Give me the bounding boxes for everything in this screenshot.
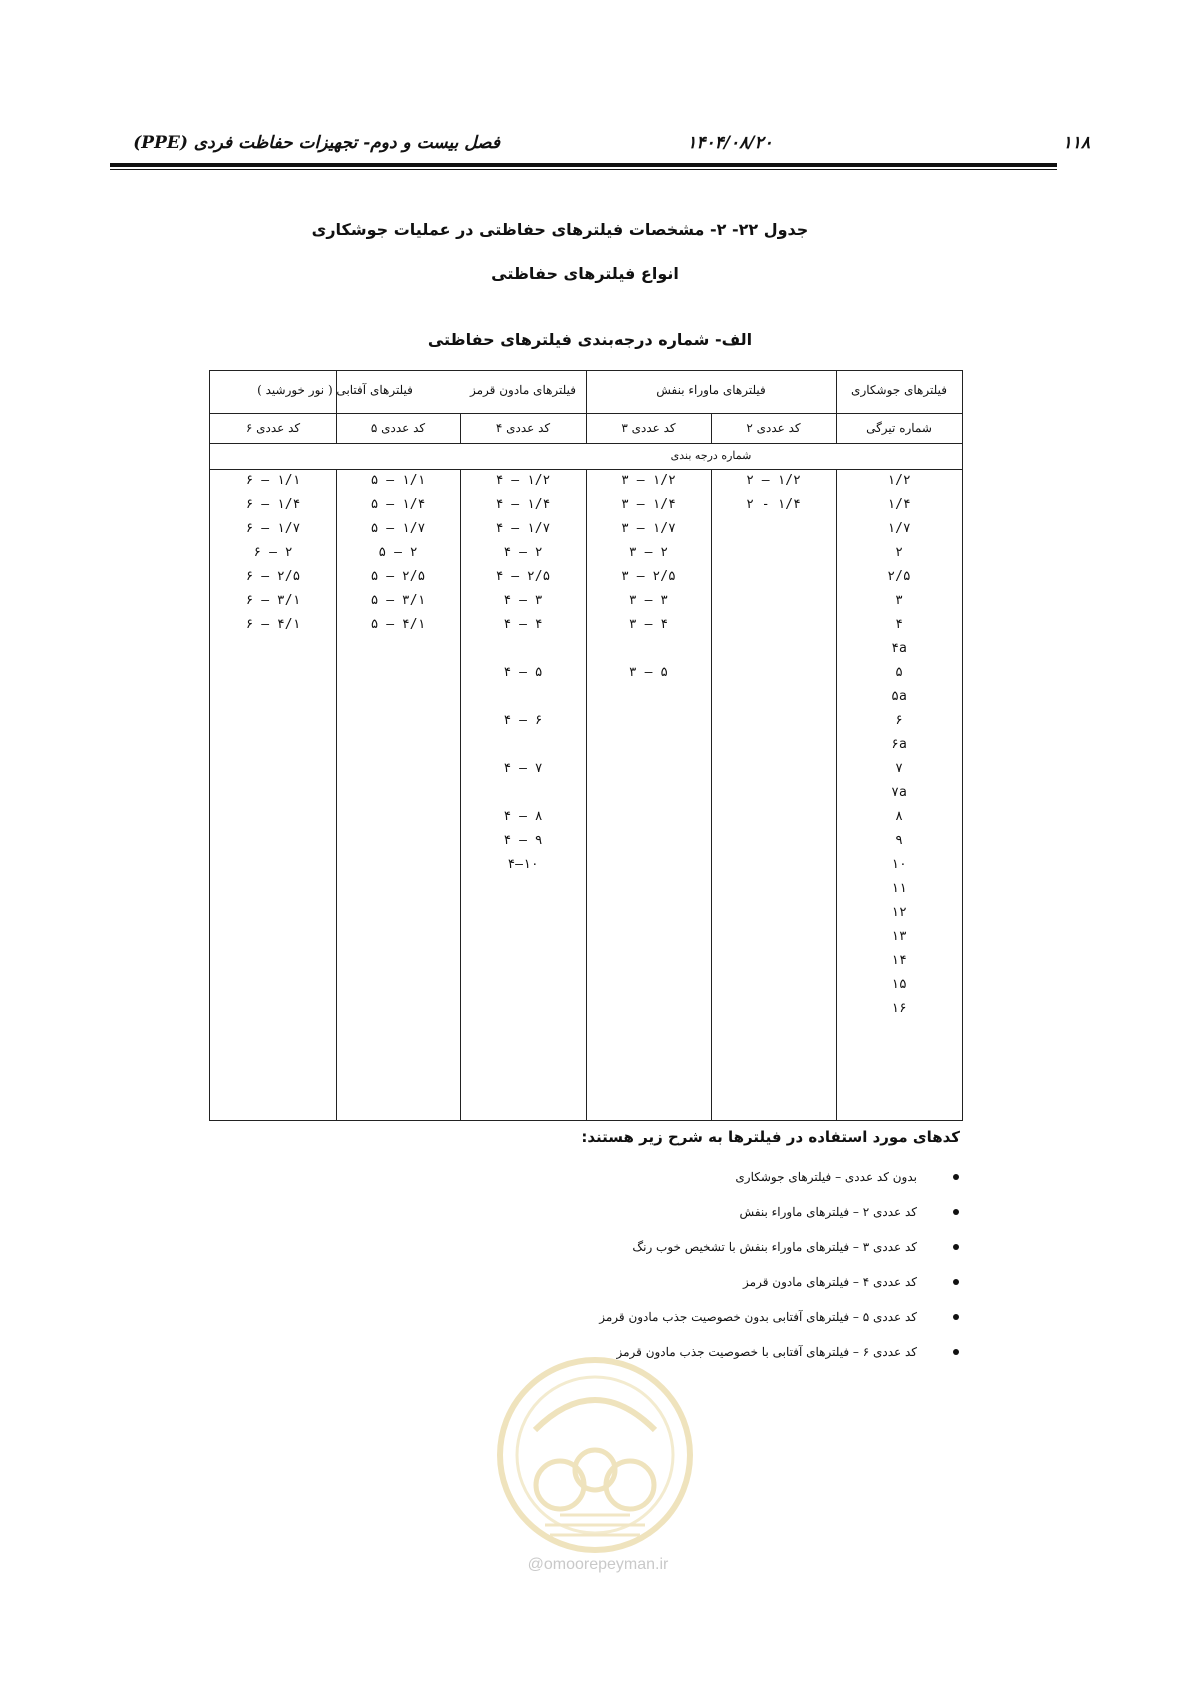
bullet-icon (953, 1279, 959, 1285)
subheader-code4: کد عددی ۴ (495, 421, 551, 435)
filter-table (209, 370, 963, 1121)
header-ir-filters: فیلترهای مادون قرمز (469, 383, 577, 397)
subheader-code6: کد عددی ۶ (245, 421, 301, 435)
header-date: ۱۴۰۴/۰۸/۲۰ (687, 133, 773, 153)
code5-value: ۵ – ۴/۱ (370, 617, 426, 632)
shade-number: ۱/۴ (887, 497, 911, 512)
code6-value: ۶ – ۱/۷ (245, 521, 301, 536)
code6-value: ۶ – ۲/۵ (245, 569, 301, 584)
page-number: ۱۱۸ (1062, 133, 1090, 153)
code4-value: ۴ – ۸ (503, 809, 543, 824)
code3-value: ۳ – ۲/۵ (621, 569, 676, 584)
header-rule-thin (110, 169, 1057, 170)
shade-number: ۱۵ (891, 977, 907, 992)
shade-number: ۹ (895, 833, 903, 848)
header-rule-thick (110, 163, 1057, 167)
list-item-text: کد عددی ۵ – فیلترهای آفتابی بدون خصوصیت جذب مادون قرمز (599, 1310, 917, 1324)
table-divider (586, 469, 587, 1120)
code3-value: ۳ – ۲ (628, 545, 669, 560)
list-item (743, 1275, 959, 1289)
code3-value: ۳ – ۳ (628, 593, 669, 608)
list-item (735, 1170, 959, 1184)
list-item-text: کد عددی ۴ – فیلترهای مادون قرمز (743, 1275, 917, 1289)
list-item (632, 1240, 959, 1254)
code4-value: ۴–۱۰ (507, 857, 539, 872)
code4-value: ۴ – ۵ (503, 665, 543, 680)
shade-number: ۵a (891, 689, 907, 704)
code6-value: ۶ – ۳/۱ (245, 593, 301, 608)
code3-value: ۳ – ۱/۴ (621, 497, 676, 512)
shade-number: ۴a (891, 641, 907, 656)
code4-value: ۴ – ۱/۴ (495, 497, 551, 512)
list-item-text: کد عددی ۳ – فیلترهای ماوراء بنفش با تشخیص خوب رنگ (632, 1240, 917, 1254)
bullet-icon (953, 1209, 959, 1215)
header-welding-filters: فیلترهای جوشکاری (851, 383, 947, 397)
code5-value: ۵ – ۱/۱ (370, 473, 426, 488)
shade-number: ۱۶ (891, 1001, 907, 1016)
code5-value: ۵ – ۳/۱ (370, 593, 426, 608)
shade-number: ۵ (895, 665, 903, 680)
code4-value: ۴ – ۱/۷ (495, 521, 551, 536)
shade-number: ۱/۲ (887, 473, 911, 488)
code4-value: ۴ – ۲/۵ (495, 569, 551, 584)
code6-value: ۶ – ۴/۱ (245, 617, 301, 632)
code3-value: ۳ – ۴ (628, 617, 669, 632)
shade-number: ۲/۵ (887, 569, 911, 584)
code2-value: ۲ – ۱/۲ (746, 473, 801, 488)
bullet-icon (953, 1244, 959, 1250)
list-item (740, 1205, 959, 1219)
table-caption: جدول ۲۲- ۲- مشخصات فیلترهای حفاظتی در عملیات جوشکاری (311, 220, 809, 239)
list-item-text: بدون کد عددی – فیلترهای جوشکاری (735, 1170, 917, 1184)
shade-number: ۱۴ (891, 953, 907, 968)
watermark-logo-icon (490, 1350, 700, 1560)
list-item-text: کد عددی ۲ – فیلترهای ماوراء بنفش (739, 1205, 917, 1219)
shade-number: ۳ (895, 593, 903, 608)
bullet-icon (953, 1314, 959, 1320)
codes-notes-title: کدهای مورد استفاده در فیلترها به شرح زیر هستند: (581, 1128, 960, 1146)
code3-value: ۳ – ۵ (628, 665, 669, 680)
code4-value: ۴ – ۴ (503, 617, 543, 632)
code4-value: ۴ – ۲ (503, 545, 543, 560)
list-item (599, 1310, 959, 1324)
code6-value: ۶ – ۱/۱ (245, 473, 301, 488)
code4-value: ۴ – ۱/۲ (495, 473, 551, 488)
shade-number: ۷a (891, 785, 907, 800)
code2-value: ۲ - ۱/۴ (746, 497, 801, 512)
bullet-icon (953, 1174, 959, 1180)
list-item-text: کد عددی ۶ – فیلترهای آفتابی با خصوصیت جذب مادون قرمز (616, 1345, 917, 1359)
code5-value: ۵ – ۲/۵ (370, 569, 426, 584)
shade-number: ۶ (895, 713, 903, 728)
shade-number: ۱۰ (891, 857, 907, 872)
shade-number: ۱۱ (891, 881, 907, 896)
table-divider (210, 443, 962, 444)
section-title: الف- شماره درجه‌بندی فیلترهای حفاظتی (427, 330, 753, 349)
table-divider (336, 469, 337, 1120)
shade-number: ۱۲ (891, 905, 907, 920)
code6-value: ۶ – ۲ (253, 545, 293, 560)
bullet-icon (953, 1349, 959, 1355)
code5-value: ۵ – ۲ (378, 545, 418, 560)
shade-number: ۴ (895, 617, 903, 632)
code4-value: ۴ – ۹ (503, 833, 543, 848)
shade-number: ۶a (891, 737, 907, 752)
table-divider (711, 469, 712, 1120)
header-solar-filters: فیلترهای آفتابی ( نور خورشید ) (257, 383, 413, 397)
code5-value: ۵ – ۱/۷ (370, 521, 426, 536)
code4-value: ۴ – ۷ (503, 761, 543, 776)
code4-value: ۴ – ۶ (503, 713, 543, 728)
shade-number: ۷ (895, 761, 903, 776)
header-uv-filters: فیلترهای ماوراء بنفش (656, 383, 766, 397)
subtitle: انواع فیلترهای حفاظتی (491, 264, 679, 283)
grading-label: شماره درجه بندی (670, 449, 752, 462)
code4-value: ۴ – ۳ (503, 593, 543, 608)
subheader-code3: کد عددی ۳ (621, 421, 676, 435)
watermark-handle: @omoorepeyman.ir (527, 1556, 669, 1573)
code5-value: ۵ – ۱/۴ (370, 497, 426, 512)
subheader-shade: شماره تیرگی (866, 421, 932, 435)
code3-value: ۳ – ۱/۷ (621, 521, 676, 536)
chapter-title: فصل بیست و دوم- تجهیزات حفاظت فردی (PPE) (133, 133, 500, 153)
code6-value: ۶ – ۱/۴ (245, 497, 301, 512)
subheader-code5: کد عددی ۵ (370, 421, 426, 435)
shade-number: ۱۳ (891, 929, 907, 944)
shade-number: ۸ (895, 809, 903, 824)
table-divider (460, 469, 461, 1120)
code3-value: ۳ – ۱/۲ (621, 473, 676, 488)
shade-number: ۱/۷ (887, 521, 911, 536)
subheader-code2: کد عددی ۲ (746, 421, 801, 435)
shade-number: ۲ (895, 545, 903, 560)
